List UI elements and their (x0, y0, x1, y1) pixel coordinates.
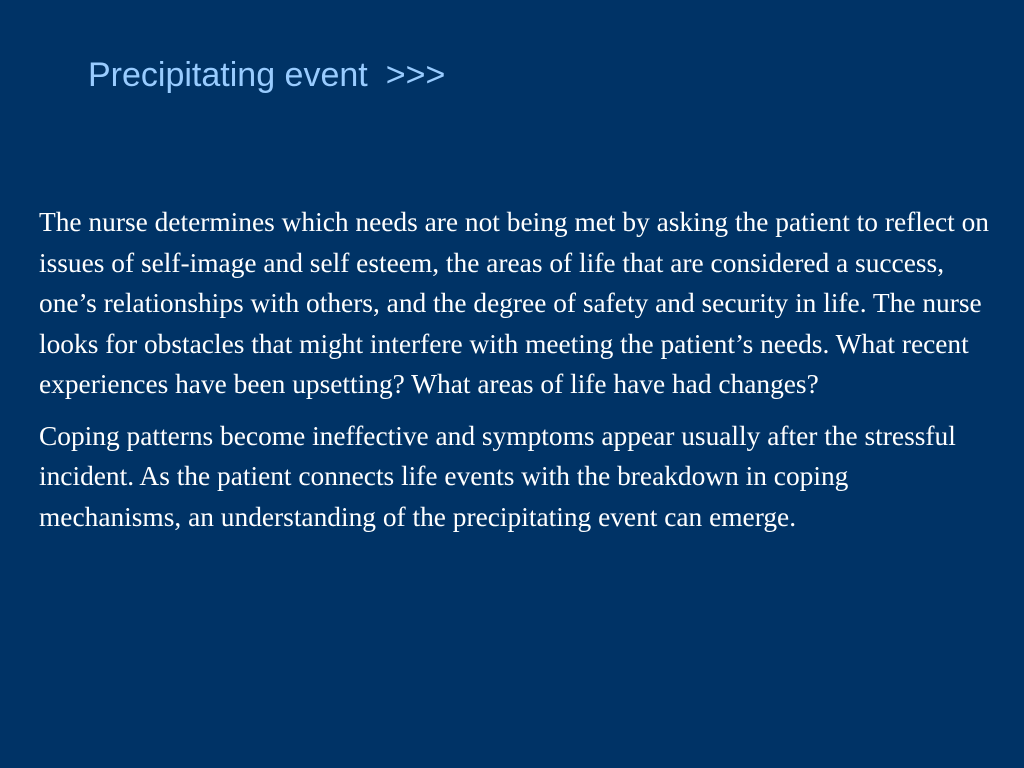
title-arrows: >>> (385, 56, 446, 94)
body-paragraph-2: Coping patterns become ineffective and symptoms appear usually after the stressful incident. As the patient connects life events with the breakdown in coping mechanisms, an understanding of the precipitating event can emerge. (39, 420, 956, 532)
slide-title (88, 52, 445, 98)
slide-body (39, 202, 994, 537)
slide-title-text: Precipitating event (88, 56, 368, 94)
body-paragraph-1: The nurse determines which needs are not being met by asking the patient to reflect on issues of self-image and self esteem, the areas of life that are considered a success, one’s relationships with others, and the degree of safety and security in life. The nurse looks for obstacles that might interfere with meeting the patient’s needs. What recent experiences have been upsetting? What areas of life have had changes? (39, 207, 989, 399)
